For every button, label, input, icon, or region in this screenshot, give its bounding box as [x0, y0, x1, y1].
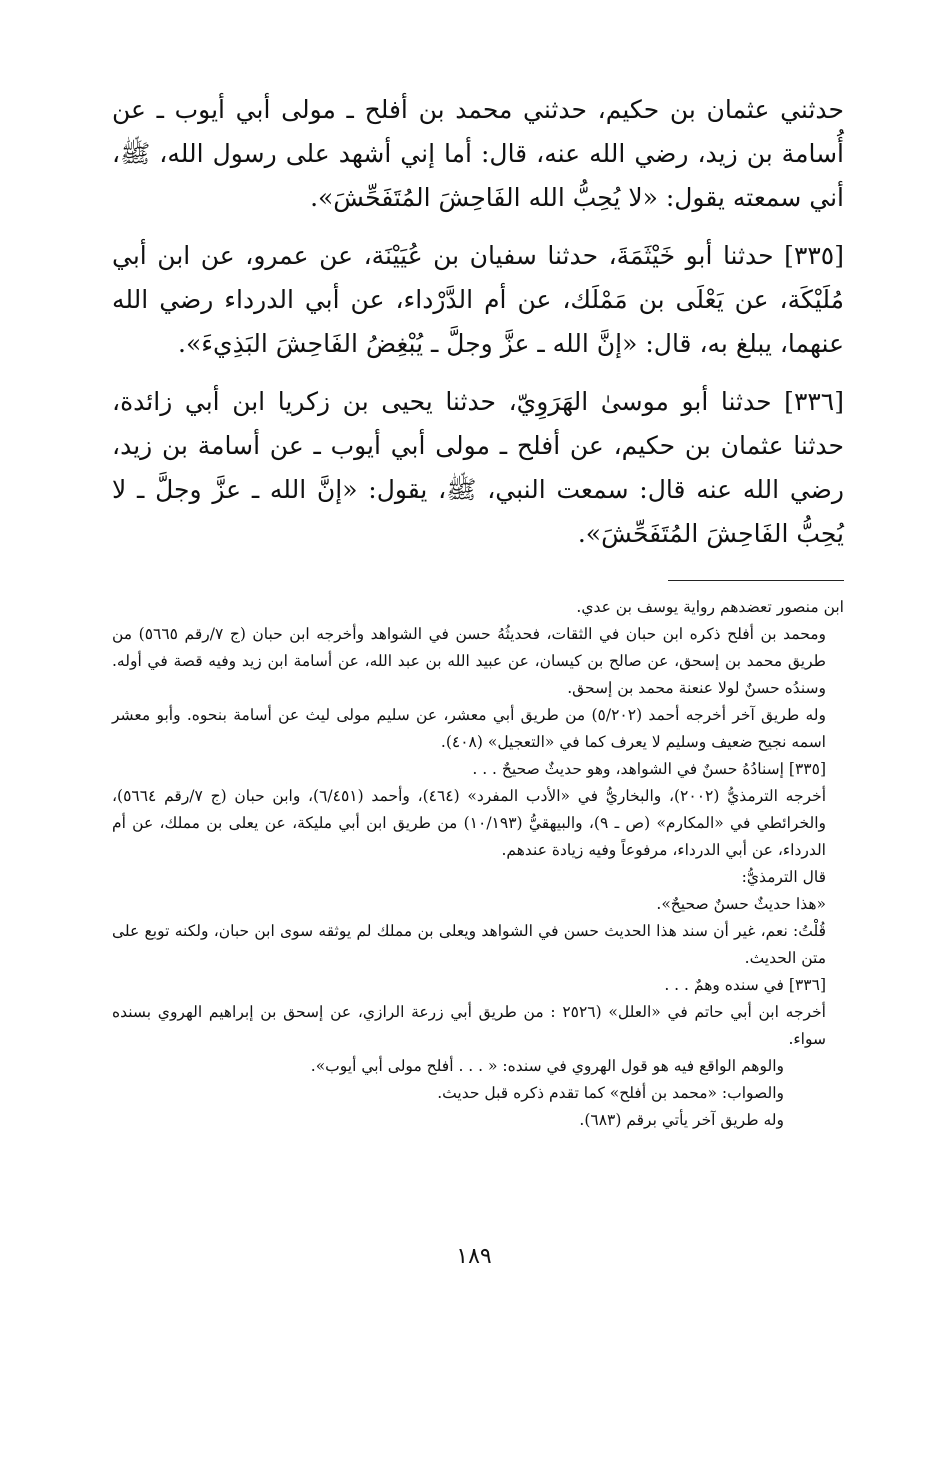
footnote-line: قُلْتُ: نعم، غير أن سند هذا الحديث حسن في الشواهد ويعلى بن مملك لم يوثقه سوى ابن حبان، ولكنه توبع على متن الحديث.	[112, 922, 826, 967]
footnote-line: [٣٣٦] في سنده وهمٌ . . .	[664, 976, 826, 994]
footnote-line: أخرجه الترمذيُّ (٢٠٠٢)، والبخاريُّ في «الأدب المفرد» (٤٦٤)، وأحمد (٦/٤٥١)، وابن حبان (ج ٧/رقم ٥٦٦٤)، والخرائطي في «المكارم» (ص ـ ٩)، والبيهقيُّ (١٠/١٩٣) من طريق ابن أبي مليكة، عن يعلى بن مملك، عن أم الدرداء، عن أبي الدرداء، مرفوعاً وفيه زيادة عندهم.	[112, 787, 826, 859]
main-paragraph: [٣٣٦] حدثنا أبو موسىٰ الهَرَوِيّ، حدثنا يحيى بن زكريا ابن أبي زائدة، حدثنا عثمان بن حكيم، عن أفلح ـ مولى أبي أيوب ـ عن أسامة بن زيد، رضي الله عنه قال: سمعت النبي، ﷺ، يقول: «إنَّ الله ـ عزَّ وجلَّ ـ لا يُحِبُّ الفَاحِشَ المُتَفَحِّشَ».	[112, 387, 844, 548]
main-paragraph: [٣٣٥] حدثنا أبو خَيْثَمَةَ، حدثنا سفيان بن عُيَيْنَة، عن عمرو، عن ابن أبي مُلَيْكَة، عن يَعْلَى بن مَمْلَك، عن أم الدَّرْداء، عن أبي الدرداء رضي الله عنهما، يبلغ به، قال: «إنَّ الله ـ عزَّ وجلَّ ـ يُبْغِضُ الفَاحِشَ البَذِيءَ».	[112, 241, 844, 358]
footnote-line: قال الترمذيُّ:	[741, 868, 826, 886]
main-text	[112, 88, 844, 570]
footnote-line: [٣٣٥] إسنادُهُ حسنٌ في الشواهد، وهو حديثٌ صحيحٌ . . .	[472, 760, 826, 778]
footnote-line: أخرجه ابن أبي حاتم في «العلل» (٢٥٢٦ : من طريق أبي زرعة الرازي، عن إسحق بن إبراهيم الهروي بسنده سواء.	[112, 1003, 826, 1048]
page-number: ١٨٩	[456, 1244, 492, 1269]
main-paragraph: حدثني عثمان بن حكيم، حدثني محمد بن أفلح ـ مولى أبي أيوب ـ عن أُسامة بن زيد، رضي الله عنه، قال: أما إني أشهد على رسول الله، ﷺ، أني سمعته يقول: «لا يُحِبُّ الله الفَاحِشَ المُتَفَحِّشَ».	[112, 95, 844, 212]
footnote-line: والصواب: «محمد بن أفلح» كما تقدم ذكره قبل حديث.	[437, 1084, 784, 1102]
footnotes	[112, 594, 844, 1134]
footnote-line: «هذا حديثٌ حسنٌ صحيحٌ».	[656, 895, 826, 913]
footnote-line: والوهم الواقع فيه هو قول الهروي في سنده: « . . . أفلح مولى أبي أيوب».	[310, 1057, 784, 1075]
footnote-line: وله طريق آخر أخرجه أحمد (٥/٢٠٢) من طريق أبي معشر، عن سليم مولى ليث عن أسامة بنحوه. وأبو معشر اسمه نجيح ضعيف وسليم لا يعرف كما في «التعجيل» (٤٠٨).	[112, 706, 827, 751]
footnote-line: ومحمد بن أفلح ذكره ابن حبان في الثقات، فحديثُهُ حسن في الشواهد وأخرجه ابن حبان (ج ٧/رقم ٥٦٦٥) من طريق محمد بن إسحق، عن صالح بن كيسان، عن عبيد الله بن عبد الله، عن أسامة ابن زيد وفيه قصة في أوله. وسندُه حسنٌ لولا عنعنة محمد بن إسحق.	[112, 625, 827, 697]
footnote-line: ابن منصور تعضدهم رواية يوسف بن عدي.	[576, 598, 844, 616]
footnote-line: وله طريق آخر يأتي برقم (٦٨٣).	[579, 1111, 784, 1129]
footnote-divider	[668, 580, 844, 581]
